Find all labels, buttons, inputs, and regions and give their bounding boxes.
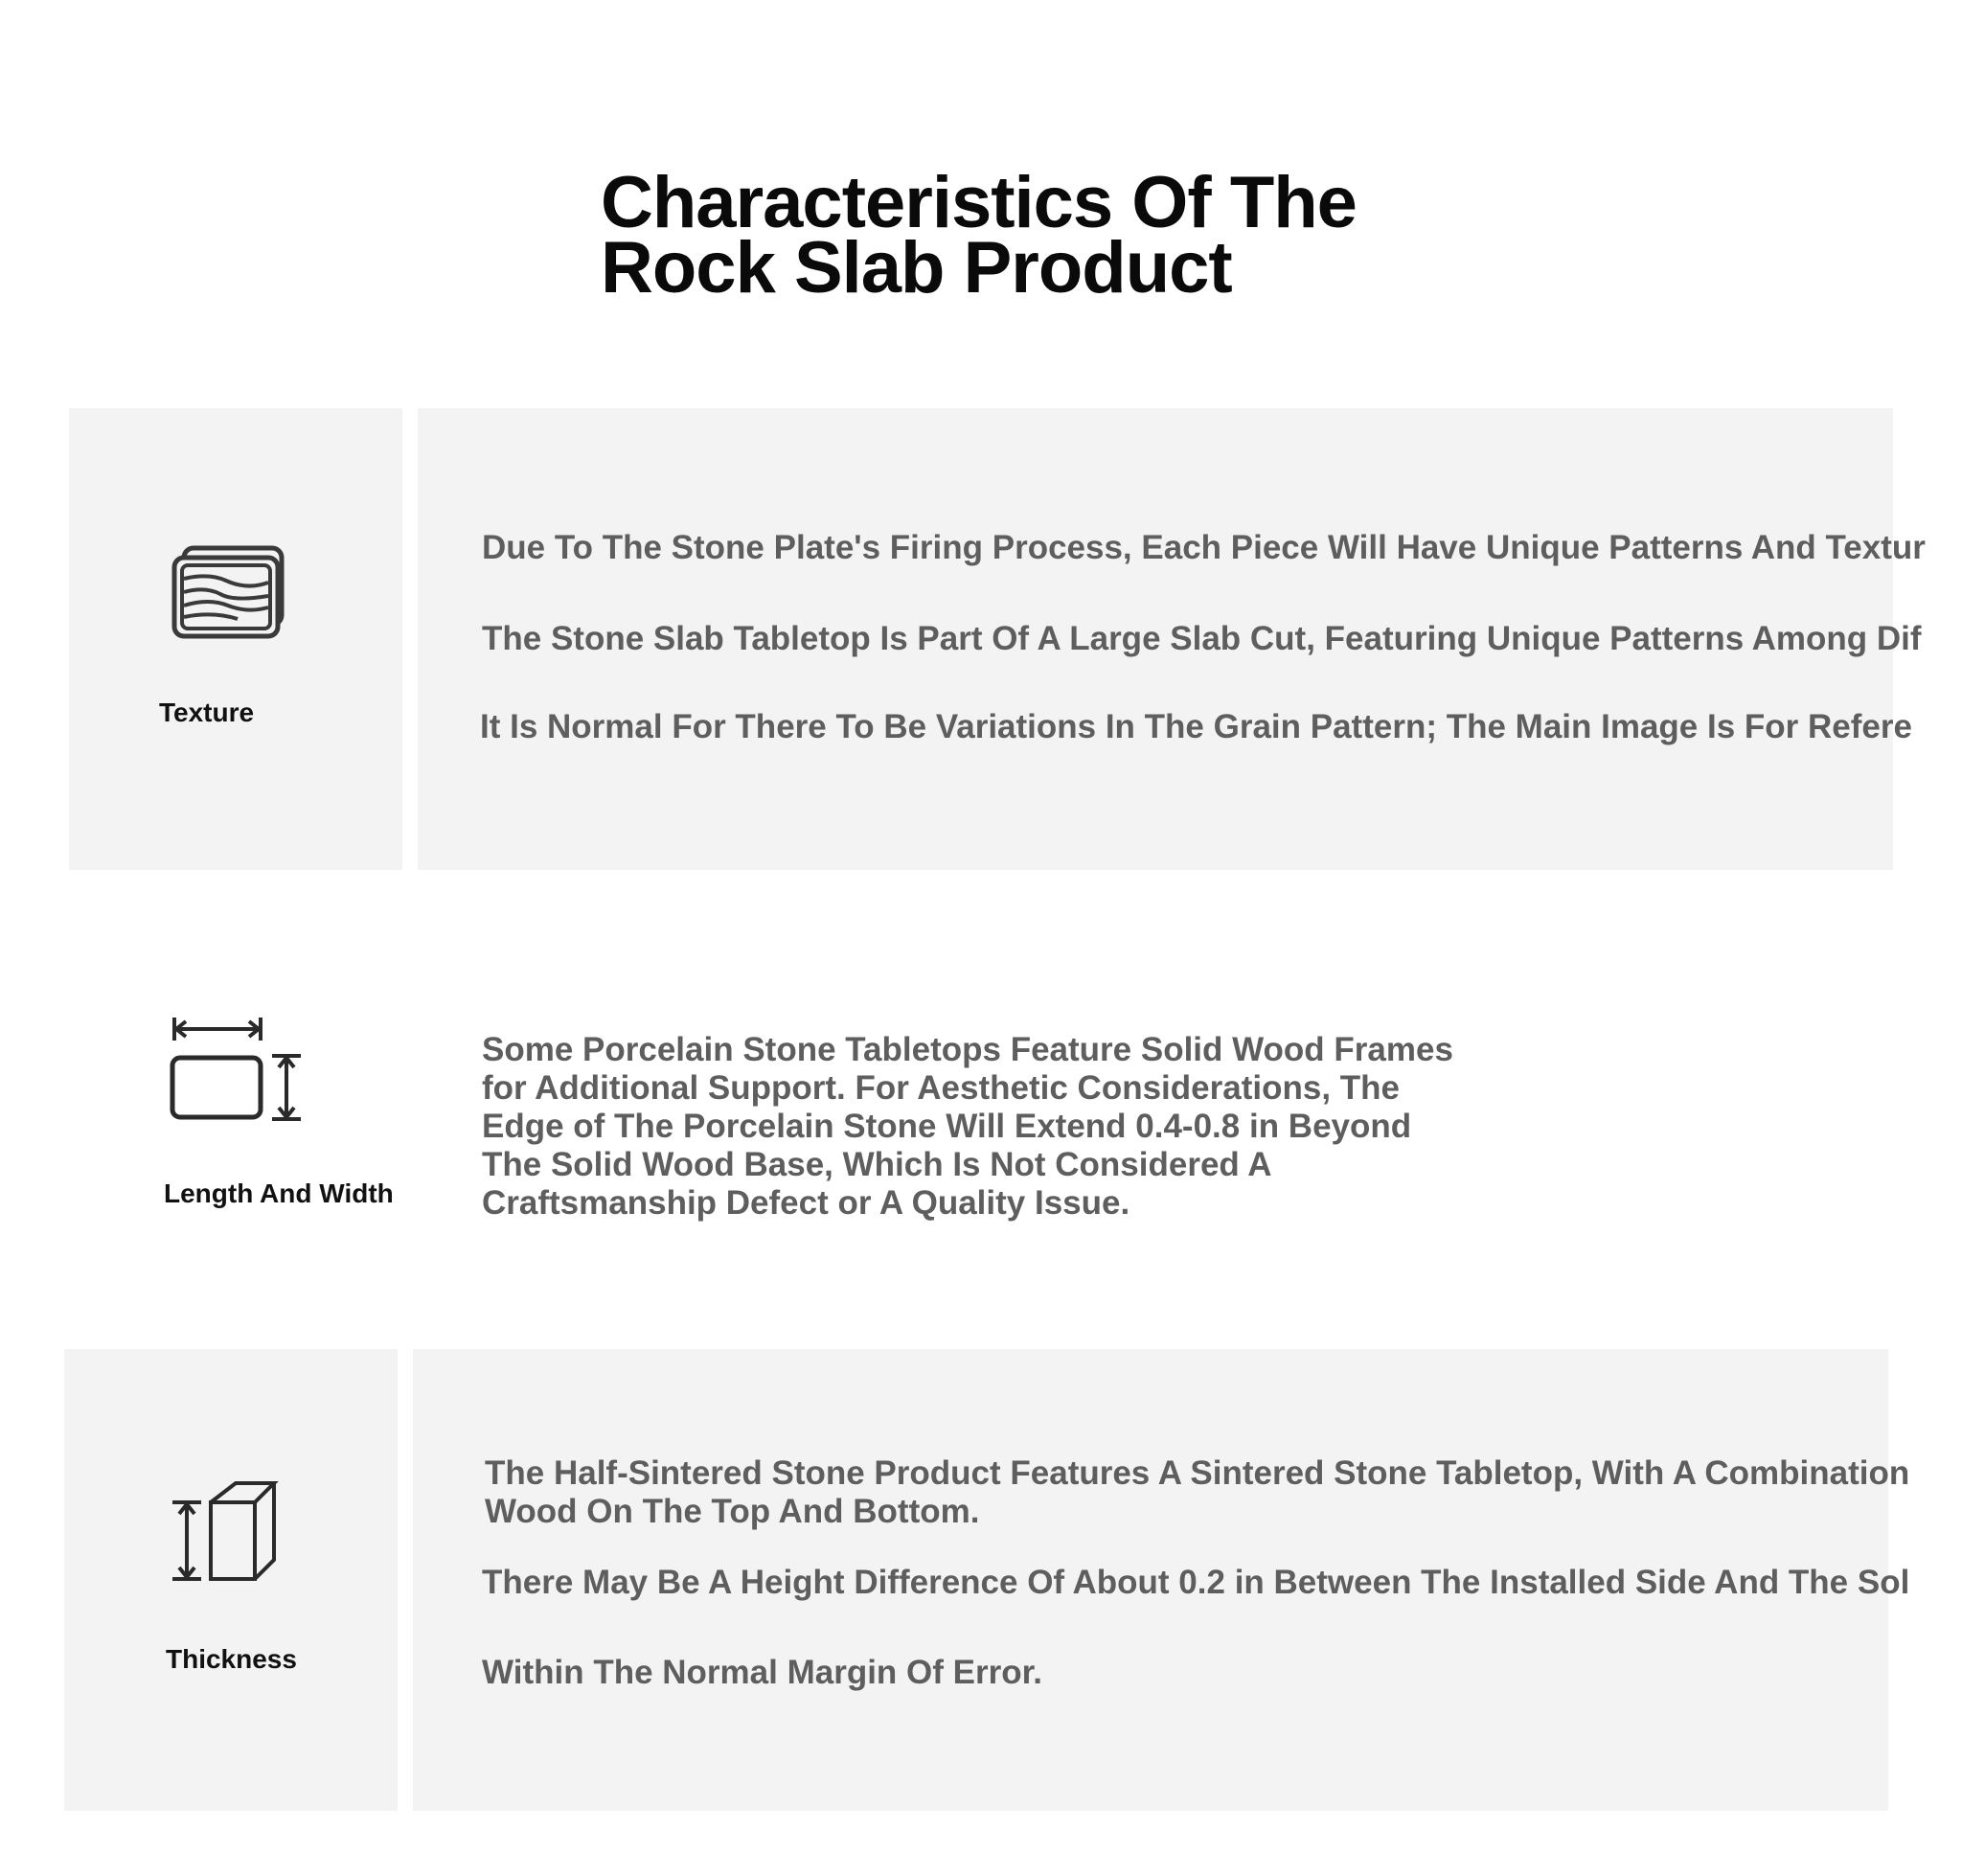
- stone-slab-texture-icon: [171, 544, 289, 640]
- length-width-description-line-3: Edge of The Porcelain Stone Will Extend 0.4-0.8 in Beyond: [482, 1108, 1412, 1145]
- thickness-paragraph-1-line-2: Wood On The Top And Bottom.: [485, 1493, 980, 1530]
- page-title-line-2: Rock Slab Product: [601, 227, 1232, 309]
- thickness-paragraph-2: There May Be A Height Difference Of About 0.2 in Between The Installed Side And The Sol: [482, 1564, 1910, 1601]
- texture-label: Texture: [159, 698, 255, 727]
- thickness-paragraph-1: [485, 1454, 1909, 1531]
- texture-description-line-2: The Stone Slab Tabletop Is Part Of A Large Slab Cut, Featuring Unique Patterns Among Dif: [482, 620, 1922, 657]
- length-width-description: [482, 1031, 1453, 1223]
- length-width-description-line-2: for Additional Support. For Aesthetic Considerations, The: [482, 1069, 1400, 1107]
- length-width-dimension-icon: [169, 1016, 305, 1125]
- texture-description-line-3: It Is Normal For There To Be Variations In The Grain Pattern; The Main Image Is For Refere: [480, 708, 1912, 745]
- thickness-paragraph-3: Within The Normal Margin Of Error.: [482, 1654, 1043, 1691]
- thickness-label: Thickness: [166, 1644, 297, 1674]
- thickness-box-icon: [169, 1479, 282, 1583]
- page-title-line-1: Characteristics Of The: [601, 162, 1357, 243]
- texture-description-line-1: Due To The Stone Plate's Firing Process, Each Piece Will Have Unique Patterns And Textur: [482, 529, 1926, 566]
- thickness-paragraph-1-line-1: The Half-Sintered Stone Product Features A Sintered Stone Tabletop, With A Combination: [485, 1454, 1910, 1492]
- length-width-description-line-4: The Solid Wood Base, Which Is Not Considered A: [482, 1146, 1272, 1183]
- length-width-description-line-1: Some Porcelain Stone Tabletops Feature Solid Wood Frames: [482, 1031, 1453, 1068]
- length-width-description-line-5: Craftsmanship Defect or A Quality Issue.: [482, 1184, 1130, 1222]
- length-width-label: Length And Width: [164, 1178, 394, 1208]
- page-title: [601, 162, 1357, 309]
- texture-description: [418, 517, 1962, 766]
- thickness-description: [413, 1445, 1962, 1723]
